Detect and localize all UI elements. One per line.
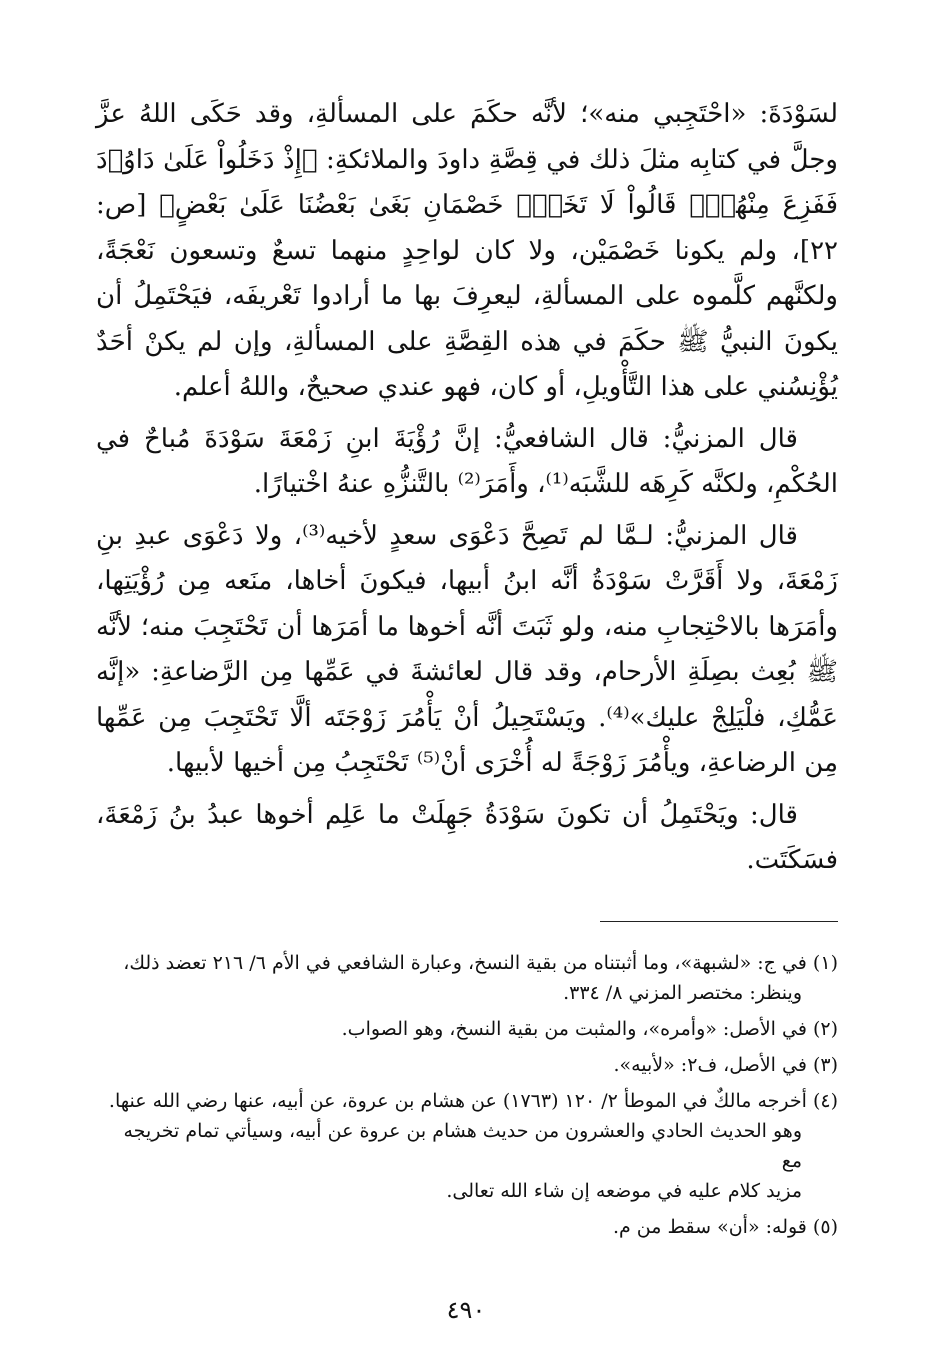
footnote-4-line-2: وهو الحديث الحادي والعشرون من حديث هشام بن عروة عن أبيه، وسيأتي تمام تخريجه مع bbox=[123, 1120, 802, 1172]
paragraph-1: لسَوْدَةَ: «احْتَجِبي منه»؛ لأنَّه حكَمَ على المسألةِ، وقد حَكَى اللهُ عزَّ وجلَّ في كتابِه مثلَ ذلك في قِصَّةِ داودَ والملائكةِ: ﴿إِذْ دَخَلُواْ عَلَىٰ دَاوُۥدَ فَفَزِعَ مِنْهُمْۖ قَالُواْ لَا تَخَفْۖ خَصْمَانِ بَغَىٰ بَعْضُنَا عَلَىٰ بَعْضٍ﴾ [ص: ٢٢]، ولم يكونا خَصْمَيْن، ولا كان لواحِدٍ منهما تسعٌ وتسعون نَعْجَةً، ولكنَّهم كلَّموه على المسألةِ، ليعرِفَ بها ما أرادوا تَعْريفَه، فيَحْتَمِلُ أن يكونَ النبيُّ ﷺ حكَمَ في هذه القِصَّةِ على المسألةِ، وإن لم يكنْ أحَدٌ يُؤْنِسُني على هذا التَّأْويلِ، أو كان، فهو عندي صحيحٌ، واللهُ أعلم. bbox=[96, 99, 839, 402]
page-number: ٤٩٠ bbox=[446, 1296, 486, 1324]
footnote-4-line-3: مزيد كلام عليه في موضعه إن شاء الله تعالى. bbox=[446, 1180, 802, 1202]
footnote-1-line-1: (١) في ج: «لشبهة»، وما أثبتناه من بقية النسخ، وعبارة الشافعي في الأم ٦/ ٢١٦ تعضد ذلك، bbox=[123, 952, 838, 974]
paragraph-3: قال المزنيُّ: لـمَّا لم تَصِحَّ دَعْوَى سعدٍ لأخيه⁽³⁾، ولا دَعْوَى عبدِ بنِ زَمْعَةَ، ولا أَقَرَّتْ سَوْدَةُ أنَّه ابنُ أبيها، فيكونَ أخاها، منَعه مِن رُؤْيَتِها، وأمَرَها بالاحْتِجابِ منه، ولو ثَبَتَ أنَّه أخوها ما أمَرَها أن تَحْتَجِبَ منه؛ لأنَّه ﷺ بُعِث بصِلَةِ الأرحام، وقد قال لعائشةَ في عَمِّها مِن الرَّضاعةِ: «إنَّه عَمُّكِ، فلْيَلِجْ عليك»⁽⁴⁾. ويَسْتَحِيلُ أنْ يَأْمُرَ زَوْجَتَه ألَّا تَحْتَجِبَ مِن عَمِّها مِن الرضاعةِ، ويأْمُرَ زَوْجَةً له أُخْرَى أنْ⁽⁵⁾ تَحْتَجِبُ مِن أخيها لأبيها. bbox=[96, 520, 838, 778]
footnote-5: (٥) قوله: «أن» سقط من م. bbox=[612, 1216, 838, 1238]
footnote-4 bbox=[98, 1086, 838, 1206]
paragraph-2: قال المزنيُّ: قال الشافعيُّ: إنَّ رُؤْيَةَ ابنِ زَمْعَةَ سَوْدَةَ مُباحٌ في الحُكْمِ، ولكنَّه كَرِهَه للشَّبَه⁽¹⁾، وأَمَرَ⁽²⁾ بالتَّنزُّهِ عنهُ اخْتيارًا. bbox=[96, 423, 838, 499]
footnote-separator bbox=[600, 921, 838, 922]
footnotes bbox=[98, 948, 838, 1248]
footnote-3: (٣) في الأصل، ف٢: «لأبيه». bbox=[613, 1054, 838, 1076]
footnote-4-line-1: (٤) أخرجه مالكٌ في الموطأ ٢/ ١٢٠ (١٧٦٣) عن هشام بن عروة، عن أبيه، عنها رضي الله عنها. bbox=[108, 1090, 838, 1112]
paragraph-4: قال: ويَحْتَمِلُ أن تكونَ سَوْدَةُ جَهِلَتْ ما عَلِم أخوها عبدُ بنُ زَمْعَةَ، فسَكَتَت. bbox=[96, 799, 838, 875]
footnote-1 bbox=[98, 948, 838, 1008]
footnote-2: (٢) في الأصل: «وأمره»، والمثبت من بقية النسخ، وهو الصواب. bbox=[341, 1018, 838, 1040]
main-text bbox=[96, 92, 838, 884]
footnote-1-line-2: وينظر: مختصر المزني ٨/ ٣٣٤. bbox=[563, 982, 802, 1004]
